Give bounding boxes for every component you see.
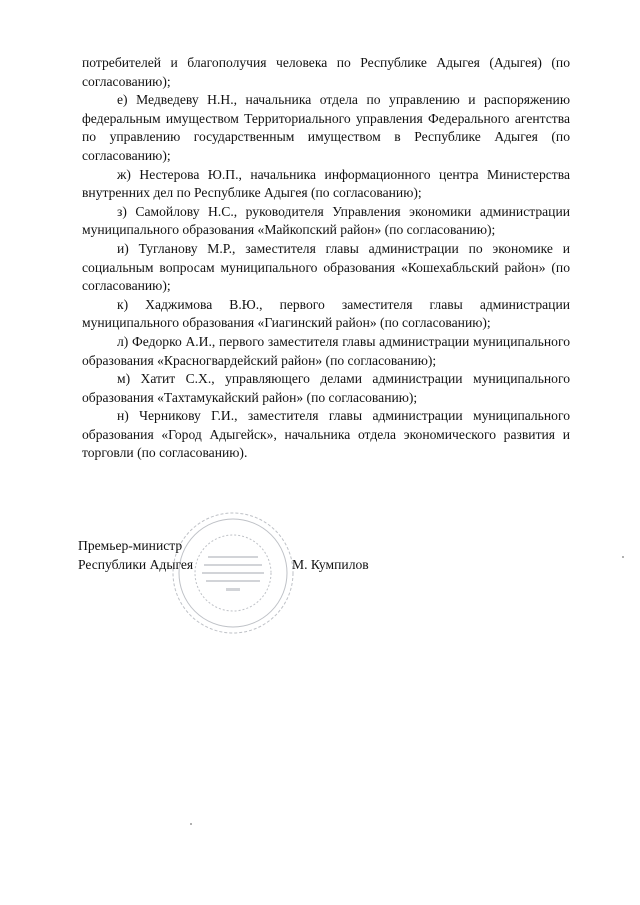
paragraph-item-n: н) Черникову Г.И., заместителя главы администрации муниципального образования «Город Адыгейск», начальника отдела экономического развития и торговли (по согласованию). (82, 408, 570, 461)
signature-block (78, 537, 578, 574)
paragraph-item-e: е) Медведеву Н.Н., начальника отдела по управлению и распоряжению федеральным имуществом Территориального управления Федерального агентства по управлению государственным имуществом в Республике Адыгея (по согласованию); (82, 92, 570, 163)
scan-speck (190, 823, 192, 825)
scan-speck (622, 556, 624, 558)
signer-title-line2: Республики Адыгея (78, 556, 194, 572)
paragraph-item-m: м) Хатит С.Х., управляющего делами администрации муниципального образования «Тахтамукайский район» (по согласованию); (82, 371, 570, 405)
signer-title-line1: Премьер-министр (78, 538, 183, 553)
paragraph-item-i: и) Тугланову М.Р., заместителя главы администрации по экономике и социальным вопросам муниципального образования «Кошехабльский район» (по согласованию); (82, 240, 570, 294)
signer-name: М. Кумпилов (292, 556, 369, 572)
paragraph-item-k: к) Хаджимова В.Ю., первого заместителя главы администрации муниципального образования «Гиагинский район» (по согласованию); (82, 296, 570, 331)
paragraph-item-z: з) Самойлову Н.С., руководителя Управления экономики администрации муниципального образования «Майкопский район» (по согласованию); (82, 203, 570, 238)
paragraph-continuation: потребителей и благополучия человека по Республике Адыгея (Адыгея) (по согласованию); (82, 55, 570, 89)
paragraph-item-zh: ж) Нестерова Ю.П., начальника информационного центра Министерства внутренних дел по Республике Адыгея (по согласованию); (82, 166, 570, 201)
paragraph-item-l: л) Федорко А.И., первого заместителя главы администрации муниципального образования «Красногвардейский район» (по согласованию); (82, 333, 570, 368)
document-body (82, 54, 570, 463)
